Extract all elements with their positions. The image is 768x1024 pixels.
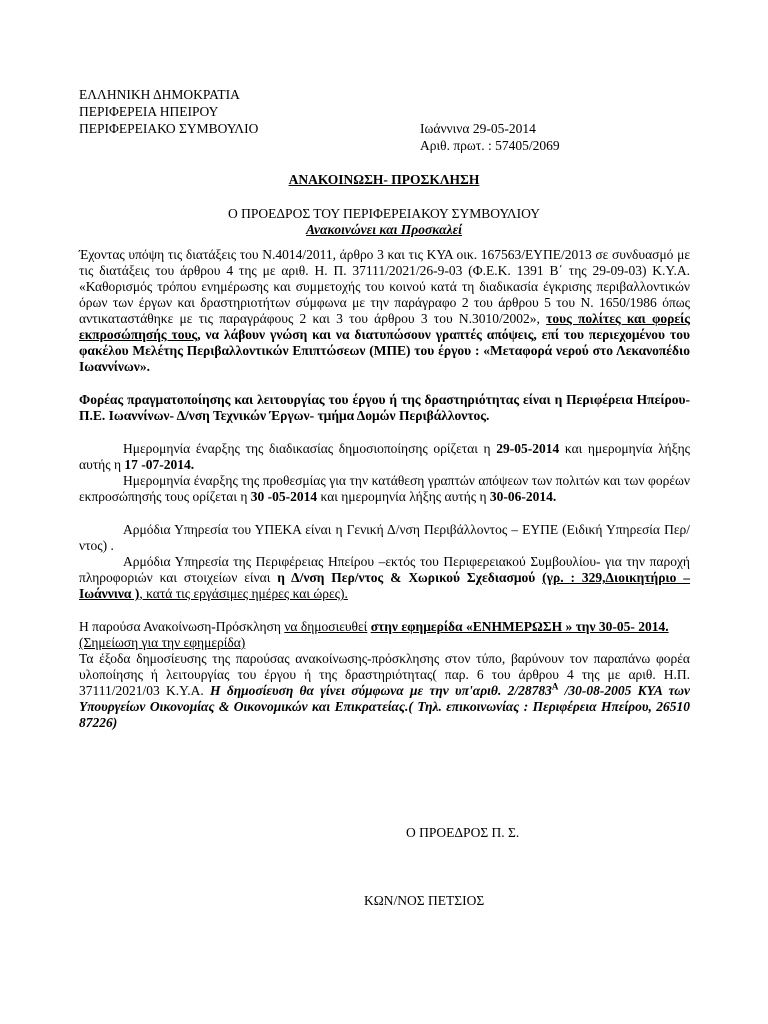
protocol-number: Αριθ. πρωτ. : 57405/2069	[420, 138, 560, 153]
header-line	[79, 104, 699, 121]
issuer-country: ΕΛΛΗΝΙΚΗ ΔΗΜΟΚΡΑΤΙΑ	[79, 87, 240, 102]
paragraph-operator: Φορέας πραγματοποίησης και λειτουργίας του έργου ή της δραστηριότητας είναι η Περιφέρεια Ηπείρου- Π.Ε. Ιωαννίνων- Δ/νση Τεχνικών Έργων- τμήμα Δομών Περιβάλλοντος.	[79, 392, 690, 423]
paragraph-costs: Τα έξοδα δημοσίευσης της παρούσας ανακοίνωσης-πρόσκλησης στον τύπο, βαρύνουν τον παραπάνω φορέα υλοποίησης ή λειτουργίας του έργου ή της δραστηριότητας( παρ. 6 του άρθρου 4 της με αριθ. Η.Π. 37111/2021/03 Κ.Υ.Α. Η δημοσίευση θα γίνει σύμφωνα με την υπ'αριθ. $2/28783^A$ /30-08-2005 ΚΥΑ των Υπουργείων Οικονομίας & Οικονομικών και Επικρατείας.( Τηλ. επικοινωνίας : Περιφέρεια Ηπείρου, 26510 87226)	[79, 651, 691, 730]
document-date: Ιωάννινα 29-05-2014	[420, 121, 536, 136]
letterhead	[79, 87, 699, 155]
document-title: ΑΝΑΚΟΙΝΩΣΗ- ΠΡΟΣΚΛΗΣΗ	[288, 172, 480, 187]
header-line	[79, 121, 699, 138]
document-body	[79, 247, 690, 731]
document-subtitle: Ανακοινώνει και Προσκαλεί	[306, 222, 462, 237]
paragraph-publicity-dates: Ημερομηνία έναρξης της διαδικασίας δημοσιοποίησης ορίζεται η 29-05-2014 και ημερομηνία λήξης αυτής η 17 -07-2014.	[79, 441, 691, 472]
newspaper-note: (Σημείωση για την εφημερίδα)	[79, 635, 246, 650]
issuer-council: ΠΕΡΙΦΕΡΕΙΑΚΟ ΣΥΜΒΟΥΛΙΟ	[79, 121, 259, 136]
paragraph-legal-basis: Έχοντας υπόψη τις διατάξεις του Ν.4014/2011, άρθρο 3 και τις ΚΥΑ οικ. 167563/ΕΥΠΕ/2013 σε συνδυασμό με τις διατάξεις του άρθρου 4 της με αριθ. Η. Π. 37111/2021/26-9-03 (Φ.Ε.Κ. 1391 Β΄ της 29-09-03) Κ.Υ.Α. «Καθορισμός τρόπου ενημέρωσης και συμμετοχής του κοινού κατά τη διαδικασία έγκρισης περιβαλλοντικών όρων των έργων και δραστηριοτήτων σύμφωνα με την παράγραφο 2 του άρθρου 5 του Ν. 1650/1986 όπως αντικαταστάθηκε με τις παραγράφους 2 και 3 του άρθρου 3 του Ν.3010/2002», τους πολίτες και φορείς εκπροσώπησής τους, να λάβουν γνώση και να διατυπώσουν γραπτές απόψεις, επί του περιεχομένου του φακέλου Μελέτης Περιβαλλοντικών Επιπτώσεων (ΜΠΕ) του έργου : «Μεταφορά νερού στο Λεκανοπέδιο Ιωαννίνων».	[79, 247, 690, 374]
president-line: Ο ΠΡΟΕΔΡΟΣ ΤΟΥ ΠΕΡΙΦΕΡΕΙΑΚΟΥ ΣΥΜΒΟΥΛΙΟΥ	[228, 206, 540, 221]
header-line	[79, 87, 699, 104]
paragraph-comment-dates: Ημερομηνία έναρξης της προθεσμίας για την κατάθεση γραπτών απόψεων των πολιτών και των φορέων εκπροσώπησής τους ορίζεται η 30 -05-2014 και ημερομηνία λήξης αυτής η 30-06-2014.	[79, 473, 690, 504]
signature-name: ΚΩΝ/ΝΟΣ ΠΕΤΣΙΟΣ	[364, 893, 485, 908]
issuer-region: ΠΕΡΙΦΕΡΕΙΑ ΗΠΕΙΡΟΥ	[79, 104, 219, 119]
header-line	[79, 138, 699, 155]
signature-role: Ο ΠΡΟΕΔΡΟΣ Π. Σ.	[406, 825, 520, 840]
paragraph-ministry-service: Αρμόδια Υπηρεσία του ΥΠΕΚΑ είναι η Γενική Δ/νση Περιβάλλοντος – ΕΥΠΕ (Ειδική Υπηρεσία Περ/ντος) .	[79, 522, 690, 553]
paragraph-publication: Η παρούσα Ανακοίνωση-Πρόσκληση να δημοσιευθεί στην εφημερίδα «ΕΝΗΜΕΡΩΣΗ » την 30-05- 2014.	[79, 619, 669, 634]
paragraph-region-service: Αρμόδια Υπηρεσία της Περιφέρειας Ηπείρου –εκτός του Περιφερειακού Συμβουλίου- για την παροχή πληροφοριών και στοιχείων είναι η Δ/νση Περ/ντος & Χωρικού Σχεδιασμού (γρ. : 329,Διοικητήριο –Ιωάννινα ), κατά τις εργάσιμες ημέρες και ώρες).	[79, 554, 691, 601]
